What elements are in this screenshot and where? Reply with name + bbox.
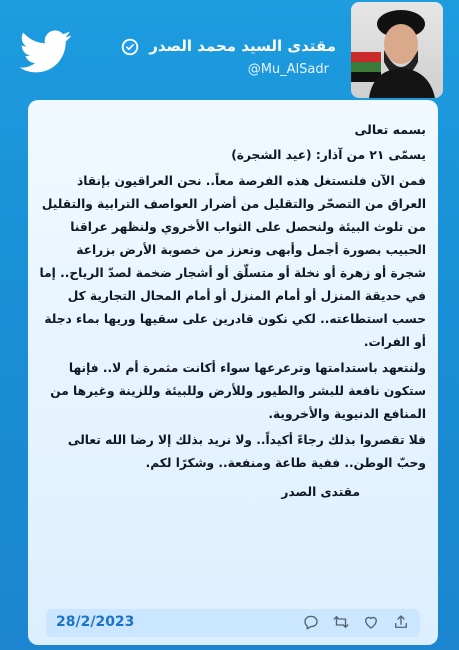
tweet-subheading: يسمّى ٢١ من آذار: (عيد الشجرة) [231, 148, 426, 162]
like-icon[interactable] [362, 613, 380, 631]
twitter-bird-icon [20, 30, 72, 74]
tweet-signature: مقتدى الصدر [281, 485, 360, 499]
tweet-body [38, 118, 426, 507]
tweet-paragraph-3: فلا تقصروا بذلك رجاءً أكيداً.. ولا نريد بذلك إلا رضا الله تعالى وحبّ الوطن.. ففية طاعة ومنفعة.. وشكرًا لكم. [67, 433, 426, 470]
profile-name[interactable]: مقتدى السيد محمد الصدر [149, 37, 336, 55]
tweet-actions [302, 613, 410, 631]
reply-icon[interactable] [302, 613, 320, 631]
retweet-icon[interactable] [332, 613, 350, 631]
avatar-portrait [351, 2, 443, 98]
tweet-date: 28/2/2023 [56, 614, 135, 630]
profile-handle[interactable]: @Mu_AlSadr [247, 62, 329, 77]
verified-badge-icon [121, 38, 139, 56]
tweet-paragraph-2: ولنتعهد باستدامتها وترعرعها سواء أكانت مثمرة أم لا.. فإنها ستكون نافعة للبشر والطيور وللأرض وللبيئة وللزينة وغيرها من المنافع الدنيوية والأخروية. [50, 361, 426, 421]
share-icon[interactable] [392, 613, 410, 631]
tweet-paragraph-1: فمن الآن فلنستغل هذه الفرصة معاً.. نحن العراقيون بإنقاذ العراق من التصحّر والتقليل من أضرار العواصف الترابية والتقليل من تلوث البيئة ولنحصل على الثواب الأخروي ولنظهر عراقنا الحبيب بصورة أجمل وأبهى ونعزز من خصوبة الأرض بزراعة شجرة أو زهرة أو نخلة أو متسلّق أو أشجار ضخمة لصدّ الرياح.. إما في حديقة المنزل أو أمام المنزل أو أمام المحال التجارية كل حسب استطاعته.. لكي نكون قادرين على سقيها وريها بماء دجلة أو الفرات. [39, 174, 426, 349]
tweet-footer [46, 609, 420, 637]
avatar[interactable] [351, 2, 443, 98]
tweet-heading: بسمه تعالى [354, 122, 426, 137]
tweet-card [28, 100, 438, 645]
